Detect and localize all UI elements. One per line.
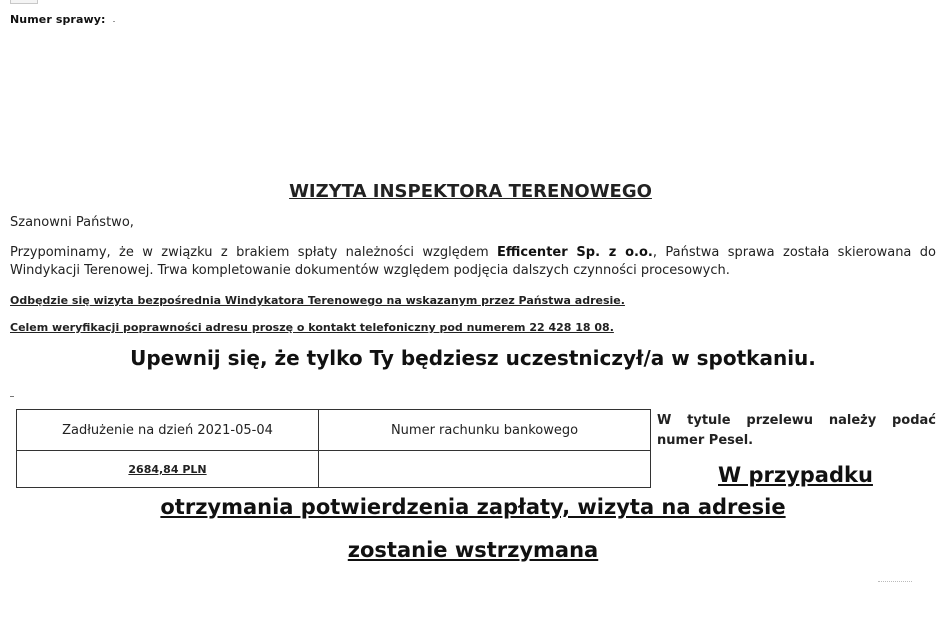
- case-number-label: Numer sprawy:: [10, 13, 106, 26]
- paragraph-text-after: , Państwa sprawa została skierowana do Windykacji Terenowej. Trwa kompletowanie dokumentów względem podjęcia dalszych czynności procesowych.: [10, 245, 936, 278]
- case-number-value-placeholder: [113, 21, 115, 22]
- debt-table: [16, 409, 651, 488]
- table-row: [17, 451, 651, 488]
- top-edge-control: [10, 0, 38, 4]
- creditor-name: Efficenter Sp. z o.o.: [497, 245, 653, 260]
- transfer-title-note: W tytule przelewu należy podać numer Pesel.: [657, 413, 936, 448]
- bank-account-cell: [319, 451, 651, 488]
- closing-line-1: W przypadku: [718, 463, 873, 487]
- emphasis-line: Upewnij się, że tylko Ty będziesz uczestniczył/a w spotkaniu.: [130, 346, 816, 370]
- bank-account-header: Numer rachunku bankowego: [319, 410, 651, 451]
- debt-date-header: Zadłużenie na dzień 2021-05-04: [17, 410, 319, 451]
- visit-notice: Odbędzie się wizyta bezpośrednia Windykatora Terenowego na wskazanym przez Państwa adresie.: [10, 294, 625, 307]
- debt-amount-cell: [17, 451, 319, 488]
- closing-line-2: otrzymania potwierdzenia zapłaty, wizyta na adresie: [160, 495, 786, 519]
- table-header-row: [17, 410, 651, 451]
- divider-mark: [10, 396, 14, 397]
- phone-notice: Celem weryfikacji poprawności adresu proszę o kontakt telefoniczny pod numerem 22 428 18 08.: [10, 321, 614, 334]
- debt-amount: 2684,84 PLN: [128, 462, 207, 476]
- closing-line-3: zostanie wstrzymana: [347, 538, 599, 562]
- paragraph-text-before: Przypominamy, że w związku z brakiem spłaty należności względem: [10, 245, 498, 260]
- letter-paragraph: [10, 244, 936, 280]
- letter-title: WIZYTA INSPEKTORA TERENOWEGO: [289, 181, 652, 202]
- footer-dots: [878, 581, 912, 583]
- letter-greeting: Szanowni Państwo,: [10, 215, 134, 230]
